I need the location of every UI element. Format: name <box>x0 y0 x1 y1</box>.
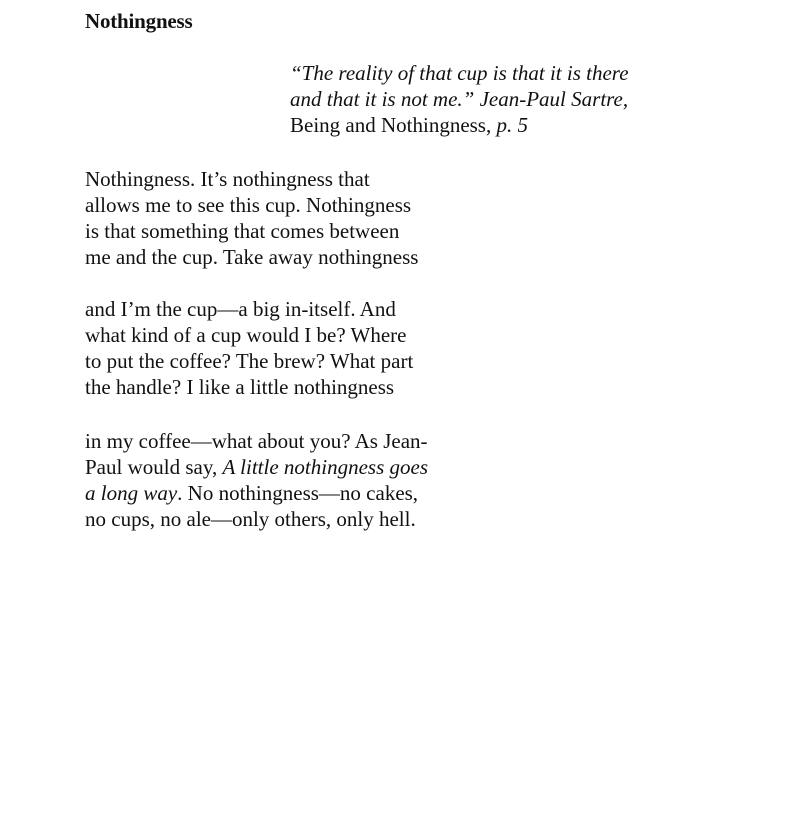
stanza-3-line-4: no cups, no ale—only others, only hell. <box>85 507 416 531</box>
stanza-3-line-3 <box>85 480 428 506</box>
stanza-3 <box>85 428 428 532</box>
epigraph <box>290 60 629 138</box>
stanza-1-line-2: allows me to see this cup. Nothingness <box>85 193 412 217</box>
stanza-2-line-2: what kind of a cup would I be? Where <box>85 323 407 347</box>
epigraph-line-1: “The reality of that cup is that it is there <box>290 61 629 85</box>
stanza-3-line-3-italic: a long way <box>85 481 178 505</box>
stanza-2 <box>85 296 413 400</box>
stanza-3-line-1: in my coffee—what about you? As Jean- <box>85 429 428 453</box>
stanza-3-line-2-lead: Paul would say, <box>85 455 223 479</box>
stanza-3-line-2-italic: A little nothingness goes <box>222 455 428 479</box>
stanza-2-line-1: and I’m the cup—a big in-itself. And <box>85 297 396 321</box>
epigraph-page-ref: p. 5 <box>496 113 528 137</box>
stanza-2-line-4: the handle? I like a little nothingness <box>85 375 395 399</box>
epigraph-separator: , <box>485 113 497 137</box>
epigraph-book-title: Being and Nothingness <box>290 113 486 137</box>
epigraph-line-3 <box>290 112 629 138</box>
stanza-1-line-1: Nothingness. It’s nothingness that <box>85 167 370 191</box>
stanza-3-line-3-rest: . No nothingness—no cakes, <box>177 481 419 505</box>
poem-title: Nothingness <box>85 9 193 33</box>
stanza-1 <box>85 166 418 270</box>
epigraph-line-2: and that it is not me.” Jean-Paul Sartre, <box>290 87 629 111</box>
stanza-1-line-3: is that something that comes between <box>85 219 400 243</box>
stanza-1-line-4: me and the cup. Take away nothingness <box>85 245 419 269</box>
stanza-2-line-3: to put the coffee? The brew? What part <box>85 349 414 373</box>
stanza-3-line-2 <box>85 454 428 480</box>
